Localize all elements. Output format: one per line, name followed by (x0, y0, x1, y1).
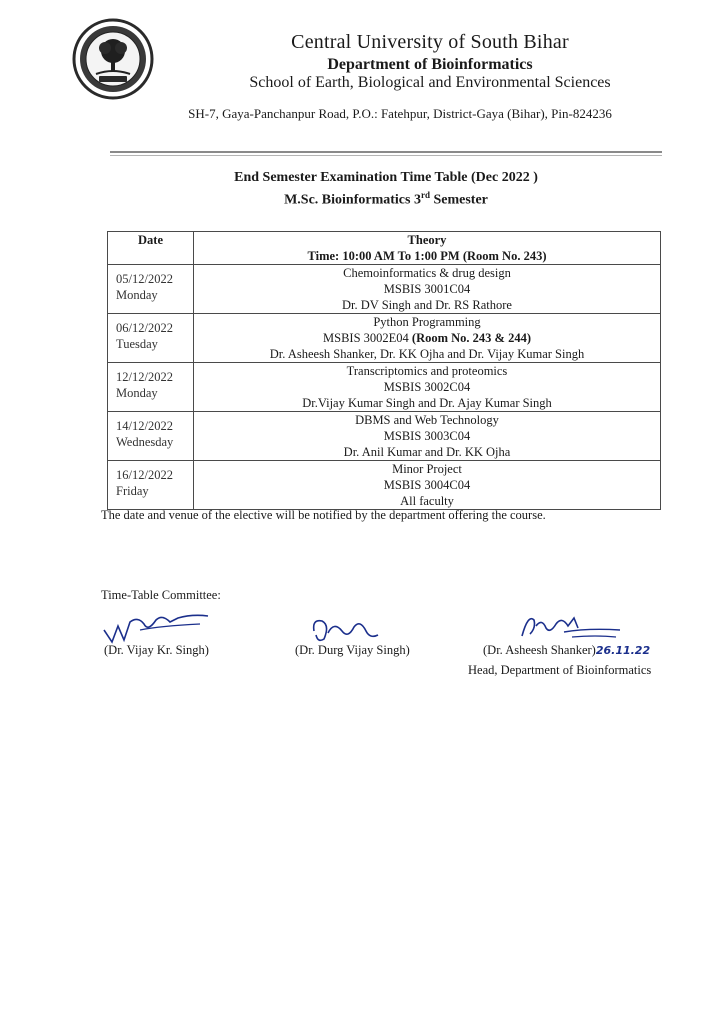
exam-date: 14/12/2022 (116, 419, 173, 433)
course-faculty: Dr. Anil Kumar and Dr. KK Ojha (343, 445, 511, 459)
course-title: Python Programming (373, 315, 481, 329)
exam-day: Monday (116, 386, 158, 400)
course-code: MSBIS 3002E04 (Room No. 243 & 244) (323, 331, 531, 345)
table-row (108, 314, 661, 363)
exam-day: Monday (116, 288, 158, 302)
exam-timetable (107, 231, 661, 510)
course-code: MSBIS 3003C04 (383, 429, 471, 443)
head-title: Head, Department of Bioinformatics (468, 663, 652, 677)
course-faculty: All faculty (400, 494, 454, 508)
committee-label: Time-Table Committee: (101, 588, 221, 602)
course-faculty: Dr.Vijay Kumar Singh and Dr. Ajay Kumar Singh (302, 396, 552, 410)
exam-date: 12/12/2022 (116, 370, 173, 384)
school-name: School of Earth, Biological and Environmental Sciences (249, 74, 611, 91)
course-cell (194, 265, 661, 314)
course-cell (194, 412, 661, 461)
document-title: End Semester Examination Time Table (Dec 2022 ) (234, 170, 538, 185)
course-title: Transcriptomics and proteomics (346, 364, 508, 378)
column-header-date: Date (108, 232, 194, 265)
exam-date: 06/12/2022 (116, 321, 173, 335)
column-header-theory: Theory Time: 10:00 AM To 1:00 PM (Room No. 243) (194, 232, 661, 265)
date-cell (108, 265, 194, 314)
table-row (108, 265, 661, 314)
exam-date: 05/12/2022 (116, 272, 173, 286)
course-title: Chemoinformatics & drug design (343, 266, 511, 280)
exam-day: Tuesday (116, 337, 158, 351)
table-row (108, 412, 661, 461)
elective-note: The date and venue of the elective will be notified by the department offering the course. (101, 508, 546, 522)
table-header-row (108, 232, 661, 265)
date-cell (108, 461, 194, 510)
course-code: MSBIS 3001C04 (383, 282, 471, 296)
committee-member-1: (Dr. Vijay Kr. Singh) (104, 643, 209, 657)
course-title: DBMS and Web Technology (355, 413, 499, 427)
course-cell (194, 461, 661, 510)
university-seal-logo (72, 18, 154, 100)
exam-day: Wednesday (116, 435, 174, 449)
course-code: MSBIS 3002C04 (383, 380, 471, 394)
course-title: Minor Project (392, 462, 462, 476)
signature-durg-vijay-singh (308, 613, 388, 647)
date-cell (108, 412, 194, 461)
department-name: Department of Bioinformatics (327, 56, 533, 73)
course-cell (194, 314, 661, 363)
course-code: MSBIS 3004C04 (383, 478, 471, 492)
head-signatory: (Dr. Asheesh Shanker)26.11.22 (483, 643, 651, 657)
date-cell (108, 363, 194, 412)
header-divider (110, 151, 662, 153)
document-subtitle: M.Sc. Bioinformatics 3rd Semester (284, 190, 488, 208)
address: SH-7, Gaya-Panchanpur Road, P.O.: Fatehpur, District-Gaya (Bihar), Pin-824236 (188, 106, 612, 121)
table-row (108, 363, 661, 412)
committee-member-2: (Dr. Durg Vijay Singh) (295, 643, 410, 657)
exam-date: 16/12/2022 (116, 468, 173, 482)
course-cell (194, 363, 661, 412)
date-cell (108, 314, 194, 363)
exam-day: Friday (116, 484, 149, 498)
header-divider-secondary (110, 155, 662, 156)
handwritten-date: 26.11.22 (595, 644, 651, 657)
signature-vijay-kr-singh (100, 608, 220, 648)
university-name: Central University of South Bihar (291, 31, 569, 53)
signature-asheesh-shanker (516, 608, 626, 644)
table-row (108, 461, 661, 510)
course-faculty: Dr. Asheesh Shanker, Dr. KK Ojha and Dr. Vijay Kumar Singh (269, 347, 585, 361)
course-faculty: Dr. DV Singh and Dr. RS Rathore (342, 298, 512, 312)
